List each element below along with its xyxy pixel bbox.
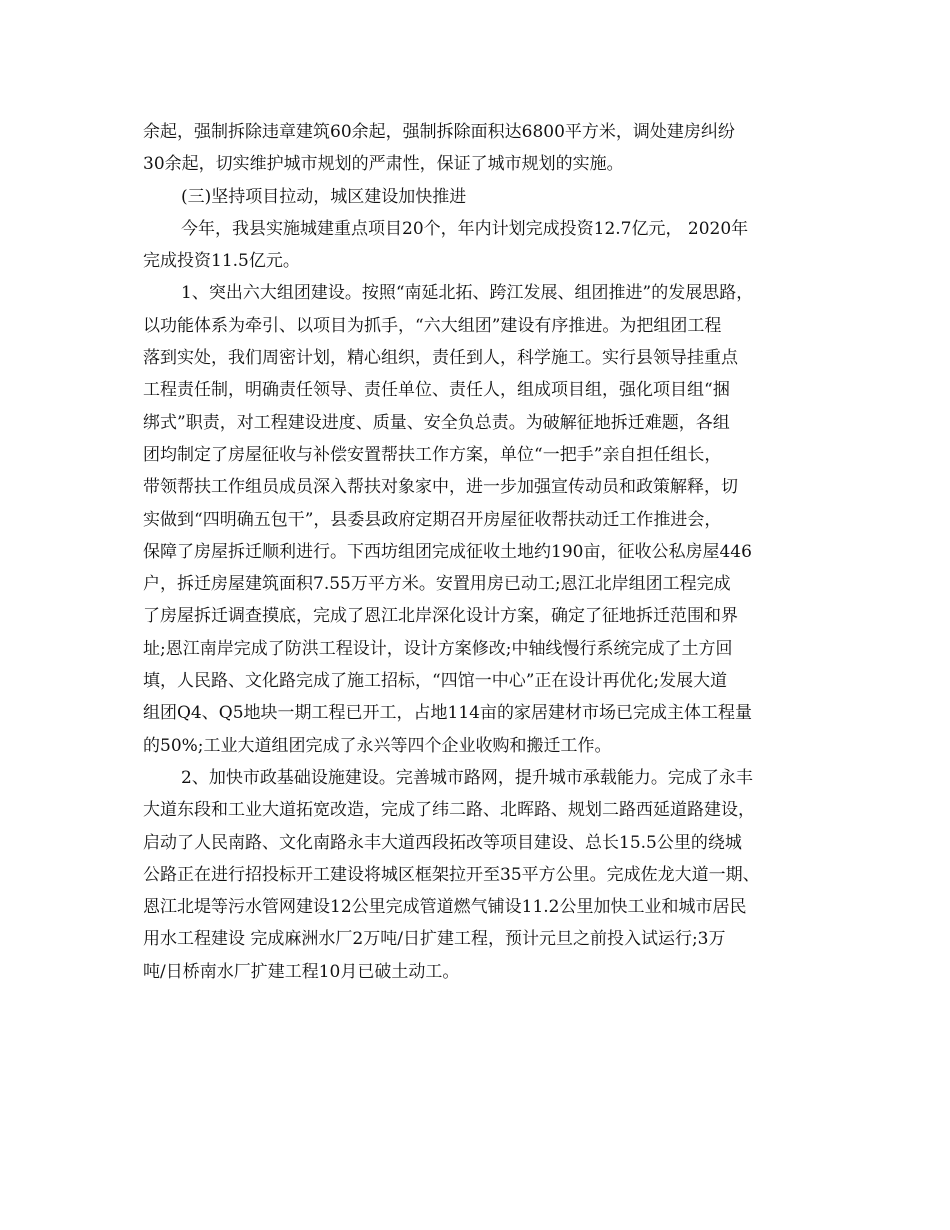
text-line: 工程责任制，明确责任领导、责任单位、责任人，组成项目组，强化项目组“捆 <box>143 380 730 401</box>
text-line: 公路正在进行招投标开工建设将城区框架拉开至35平方公里。完成佐龙大道一期、 <box>143 864 760 885</box>
text-line: 绑式”职责，对工程建设进度、质量、安全负总责。为破解征地拆迁难题，各组 <box>143 412 730 433</box>
text-line: 30余起，切实维护城市规划的严肃性，保证了城市规划的实施。 <box>143 154 624 175</box>
text-line: 带领帮扶工作组员成员深入帮扶对象家中，进一步加强宣传动员和政策解释，切 <box>143 477 738 498</box>
text-line: 用水工程建设 完成麻洲水厂2万吨/日扩建工程，预计元旦之前投入试运行;3万 <box>143 929 726 950</box>
text-line: (三)坚持项目拉动，城区建设加快推进 <box>181 186 467 207</box>
text-line: 启动了人民南路、文化南路永丰大道西段拓改等项目建设、总长15.5公里的绕城 <box>143 832 742 853</box>
text-line: 的50%;工业大道组团完成了永兴等四个企业收购和搬迁工作。 <box>143 735 612 756</box>
text-line: 余起，强制拆除违章建筑60余起，强制拆除面积达6800平方米，调处建房纠纷 <box>143 122 735 142</box>
text-line: 完成投资11.5亿元。 <box>143 251 300 272</box>
text-line: 以功能体系为牵引、以项目为抓手，“六大组团”建设有序推进。为把组团工程 <box>143 315 722 336</box>
text-line: 填，人民路、文化路完成了施工招标，“四馆一中心”正在设计再优化;发展大道 <box>143 671 728 692</box>
text-line: 落到实处，我们周密计划，精心组织，责任到人，科学施工。实行县领导挂重点 <box>143 348 738 369</box>
text-line: 了房屋拆迁调查摸底，完成了恩江北岸深化设计方案，确定了征地拆迁范围和界 <box>143 606 738 627</box>
text-line: 址;恩江南岸完成了防洪工程设计，设计方案修改;中轴线慢行系统完成了土方回 <box>143 638 733 659</box>
text-line: 大道东段和工业大道拓宽改造，完成了纬二路、北晖路、规划二路西延道路建设， <box>143 800 755 821</box>
text-line: 2、加快市政基础设施建设。完善城市路网，提升城市承载能力。完成了永丰 <box>181 767 753 788</box>
text-line: 吨/日桥南水厂扩建工程10月已破土动工。 <box>143 961 460 982</box>
text-line: 团均制定了房屋征收与补偿安置帮扶工作方案，单位“一把手”亲自担任组长， <box>143 444 722 465</box>
text-line: 保障了房屋拆迁顺利进行。下西坊组团完成征收土地约190亩，征收公私房屋446 <box>143 541 752 562</box>
text-line: 户，拆迁房屋建筑面积7.55万平方米。安置用房已动工;恩江北岸组团工程完成 <box>143 574 731 595</box>
text-line: 组团Q4、Q5地块一期工程已开工，占地114亩的家居建材市场已完成主体工程量 <box>143 703 752 724</box>
document-body <box>143 116 809 988</box>
text-line: 今年，我县实施城建重点项目20个，年内计划完成投资12.7亿元， 2020年 <box>181 218 749 239</box>
text-line: 实做到“四明确五包干”，县委县政府定期召开房屋征收帮扶动迁工作推进会， <box>143 509 722 530</box>
text-line: 1、突出六大组团建设。按照“南延北拓、跨江发展、组团推进”的发展思路， <box>181 283 754 304</box>
text-line: 恩江北堤等污水管网建设12公里完成管道燃气铺设11.2公里加快工业和城市居民 <box>143 897 747 918</box>
